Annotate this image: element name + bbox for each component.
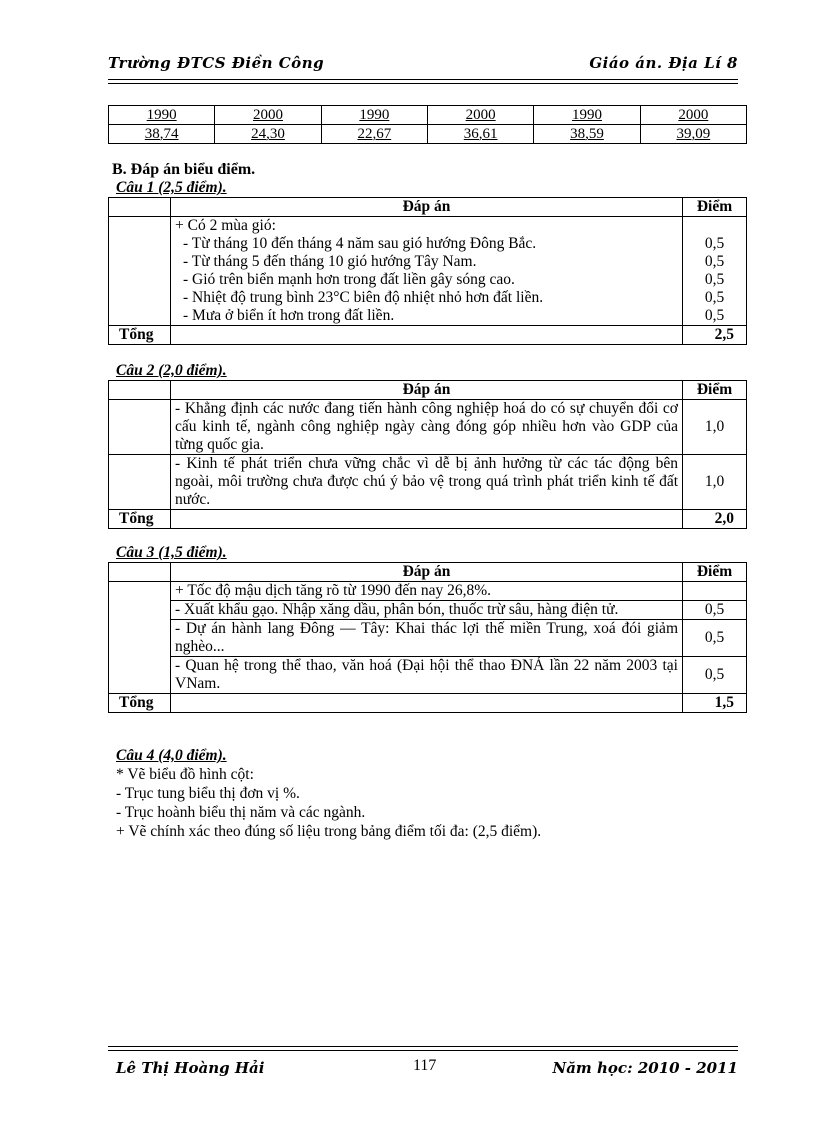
q3-point: 0,5 bbox=[683, 601, 747, 620]
section-title: B. Đáp án biểu điểm. bbox=[112, 161, 256, 178]
answer-cell bbox=[171, 217, 683, 326]
q4-title: Câu 4 (4,0 điểm). bbox=[116, 747, 227, 764]
page-header bbox=[108, 50, 738, 78]
header-subject: Giáo án. Địa Lí 8 bbox=[589, 54, 738, 72]
q2-point: 1,0 bbox=[683, 400, 747, 455]
footer-author: Lê Thị Hoàng Hải bbox=[116, 1059, 265, 1077]
q3-title: Câu 3 (1,5 điểm). bbox=[116, 544, 227, 561]
table-header-row bbox=[109, 198, 747, 217]
q3-point: 0,5 bbox=[683, 620, 747, 657]
points-cell bbox=[683, 217, 747, 326]
table-row bbox=[109, 455, 747, 510]
q2-total: 2,0 bbox=[683, 510, 747, 529]
total-label: Tổng bbox=[109, 510, 171, 529]
q1-item: - Từ tháng 10 đến tháng 4 năm sau gió hướng Đông Bắc. bbox=[183, 235, 537, 252]
page-footer bbox=[108, 1055, 738, 1079]
q4-line: - Trục hoành biểu thị năm và các ngành. bbox=[116, 804, 366, 821]
footer-rule-bottom bbox=[108, 1050, 738, 1051]
q1-point: 0,5 bbox=[704, 271, 725, 288]
table-row bbox=[109, 217, 747, 326]
total-label: Tổng bbox=[109, 326, 171, 345]
q1-table bbox=[108, 197, 747, 345]
table-row bbox=[109, 400, 747, 455]
total-row bbox=[109, 510, 747, 529]
answer-header: Đáp án bbox=[171, 198, 683, 217]
table-cell: 2000 bbox=[215, 106, 321, 125]
q2-title: Câu 2 (2,0 điểm). bbox=[116, 362, 227, 379]
answer-header: Đáp án bbox=[171, 563, 683, 582]
answer-cell: - Quan hệ trong thể thao, văn hoá (Đại hội thể thao ĐNÁ lần 22 năm 2003 tại VNam. bbox=[171, 657, 683, 694]
q4-line: + Vẽ chính xác theo đúng số liệu trong bảng điểm tối đa: (2,5 điểm). bbox=[116, 823, 542, 840]
answer-cell: - Xuất khẩu gạo. Nhập xăng dầu, phân bón, thuốc trừ sâu, hàng điện tử. bbox=[171, 601, 683, 620]
q4-line: * Vẽ biểu đồ hình cột: bbox=[116, 766, 254, 783]
footer-rule-top bbox=[108, 1046, 738, 1047]
q1-point: 0,5 bbox=[704, 235, 725, 252]
table-row-years bbox=[109, 106, 747, 125]
q1-item: - Từ tháng 5 đến tháng 10 gió hướng Tây Nam. bbox=[183, 253, 477, 270]
table-row bbox=[109, 657, 747, 694]
table-cell: 38,74 bbox=[109, 125, 215, 144]
table-header-row bbox=[109, 381, 747, 400]
header-school: Trường ĐTCS Điền Công bbox=[108, 54, 325, 72]
answer-cell: + Tốc độ mậu dịch tăng rõ từ 1990 đến nay 26,8%. bbox=[171, 582, 683, 601]
q1-item: - Gió trên biển mạnh hơn trong đất liền gây sóng cao. bbox=[183, 271, 515, 288]
q1-point: 0,5 bbox=[704, 307, 725, 324]
footer-school-year: Năm học: 2010 - 2011 bbox=[552, 1059, 738, 1077]
q3-point: 0,5 bbox=[683, 657, 747, 694]
answer-cell: - Khẳng định các nước đang tiến hành công nghiệp hoá do có sự chuyển đổi cơ cấu kinh tế, ngành công nghiệp ngày càng đóng góp nhiều hơn vào GDP của từng quốc gia. bbox=[171, 400, 683, 455]
table-row bbox=[109, 601, 747, 620]
q1-item: - Nhiệt độ trung bình 23°C biên độ nhiệt nhỏ hơn đất liền. bbox=[183, 289, 544, 306]
q4-block bbox=[116, 746, 716, 841]
header-rule-bottom bbox=[108, 83, 738, 84]
points-header: Điểm bbox=[683, 563, 747, 582]
q2-table bbox=[108, 380, 747, 529]
answer-cell: - Dự án hành lang Đông — Tây: Khai thác lợi thế miền Trung, xoá đói giảm nghèo... bbox=[171, 620, 683, 657]
q4-line: - Trục tung biểu thị đơn vị %. bbox=[116, 785, 300, 802]
q3-total: 1,5 bbox=[683, 694, 747, 713]
table-cell: 1990 bbox=[109, 106, 215, 125]
q2-point: 1,0 bbox=[683, 455, 747, 510]
table-row-values bbox=[109, 125, 747, 144]
q1-total: 2,5 bbox=[683, 326, 747, 345]
total-row bbox=[109, 694, 747, 713]
answer-header: Đáp án bbox=[171, 381, 683, 400]
answer-cell: - Kinh tế phát triển chưa vững chắc vì dễ bị ảnh hưởng từ các tác động bên ngoài, môi trường chưa được chú ý bảo vệ trong quá trình phát triển kinh tế đất nước. bbox=[171, 455, 683, 510]
table-cell: 22,67 bbox=[321, 125, 427, 144]
page-number: 117 bbox=[413, 1057, 437, 1074]
header-rule-top bbox=[108, 79, 738, 80]
table-cell: 1990 bbox=[534, 106, 640, 125]
points-header: Điểm bbox=[683, 198, 747, 217]
q1-item: - Mưa ở biển ít hơn trong đất liền. bbox=[183, 307, 395, 324]
total-row bbox=[109, 326, 747, 345]
q1-title: Câu 1 (2,5 điểm). bbox=[116, 179, 227, 196]
data-table bbox=[108, 105, 747, 144]
table-cell: 38,59 bbox=[534, 125, 640, 144]
total-label: Tổng bbox=[109, 694, 171, 713]
table-cell: 39,09 bbox=[640, 125, 746, 144]
table-cell: 2000 bbox=[640, 106, 746, 125]
points-header: Điểm bbox=[683, 381, 747, 400]
table-cell: 2000 bbox=[427, 106, 533, 125]
q3-table bbox=[108, 562, 747, 713]
q1-point: 0,5 bbox=[704, 253, 725, 270]
table-row bbox=[109, 582, 747, 601]
table-row bbox=[109, 620, 747, 657]
q1-point: 0,5 bbox=[704, 289, 725, 306]
table-header-row bbox=[109, 563, 747, 582]
table-cell: 36,61 bbox=[427, 125, 533, 144]
table-cell: 24,30 bbox=[215, 125, 321, 144]
table-cell: 1990 bbox=[321, 106, 427, 125]
q1-intro: + Có 2 mùa gió: bbox=[175, 217, 276, 234]
